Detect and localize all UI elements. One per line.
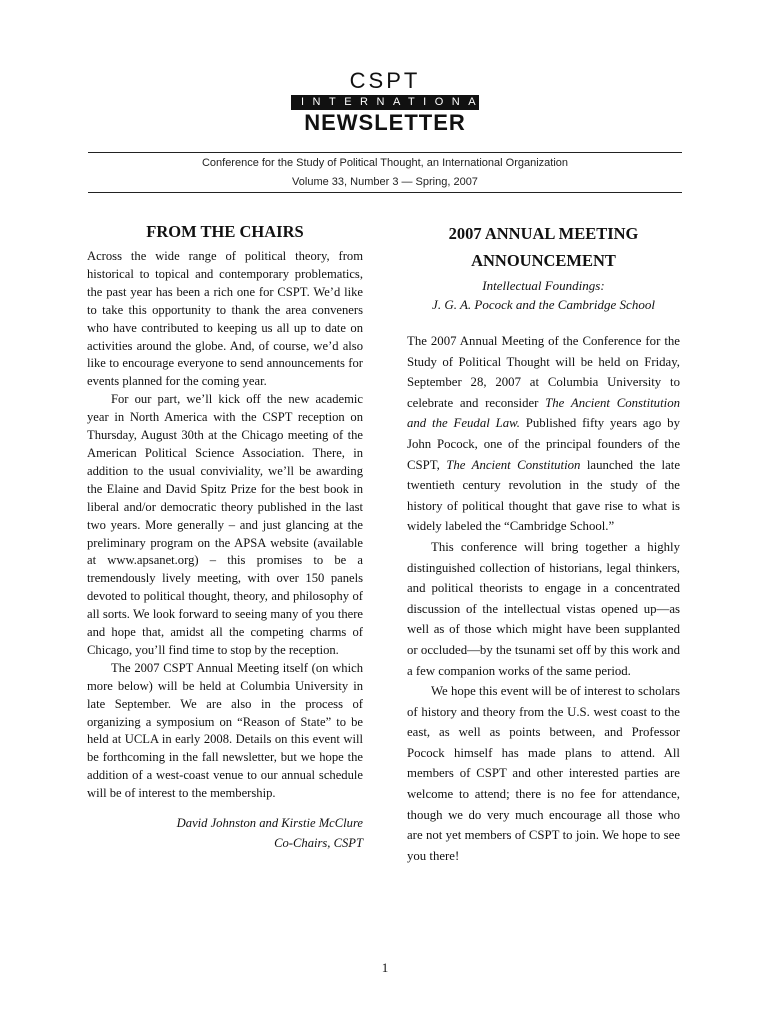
annual-meeting-column [407,220,680,866]
meeting-paragraph-1 [407,331,680,537]
meeting-subtitle-line-2: J. G. A. Pocock and the Cambridge School [432,297,655,312]
meeting-subtitle [407,276,680,314]
header-rule-bottom [88,192,682,193]
chairs-paragraph-3: The 2007 CSPT Annual Meeting itself (on which more below) will be held at Columbia University in late September. We are also in the process of organizing a symposium on “Reason of State” to be held at UCLA in early 2008. Details on this event will be forthcoming in the fall newsletter, but we hope the addition of a west-coast venue to our annual schedule will be of interest to the membership. [87,660,363,801]
book-title-ancient-constitution: The Ancient Constitution [446,457,581,472]
chairs-signature [87,813,363,853]
signature-title: Co-Chairs, CSPT [274,836,363,851]
from-the-chairs-column [87,220,363,853]
annual-meeting-title [407,220,680,274]
organization-line: Conference for the Study of Political Thought, an International Organization [201,157,569,169]
annual-meeting-title-line-2: ANNOUNCEMENT [471,251,616,270]
meeting-paragraph-2: This conference will bring together a highly distinguished collection of historians, legal thinkers, and political theorists to engage in a concentrated discussion of the intellectual vistas opened up—as well as of those which might have been supplanted or occluded—by the tsunami set off by this work and a few companion works of the same period. [407,539,680,678]
masthead-international-bar: INTERNATIONAL [291,95,479,110]
book-title-ancient-constitution-feudal-law: The Ancient Constitution and the Feudal Law. [407,395,680,431]
volume-line: Volume 33, Number 3 — Spring, 2007 [292,176,478,188]
chairs-paragraph-1: Across the wide range of political theory, from historical to topical and contemporary problematics, the past year has been a rich one for CSPT. We’d like to take this opportunity to thank the area conveners who have contributed to keeping us all up to date on activities around the globe. And, of course, we’d also like to encourage everyone to send announcements for events planned for the coming year. [87,249,363,389]
meeting-p1-text-b: Published fifty years ago by John Pocock, one of the principal founders of the CSPT, [407,416,680,472]
meeting-subtitle-line-1: Intellectual Foundings: [482,278,605,293]
meeting-paragraph-3: We hope this event will be of interest to scholars of history and theory from the U.S. west coast to the east, as well as points between, and Professor Pocock himself has made plans to attend. All members of CSPT and other interested parties are welcome to attend; there is no fee for attendance, though we do very much encourage all those who are not yet members of CSPT to join. We hope to see you there! [407,684,680,863]
meeting-p1-text-c: launched the late twentieth century revolution in the study of the history of political thought that gave rise to what is widely labeled the “Cambridge School.” [407,457,681,534]
masthead-newsletter: NEWSLETTER [304,110,466,135]
chairs-paragraph-2: For our part, we’ll kick off the new academic year in North America with the CSPT reception on Thursday, August 30th at the Chicago meeting of the American Political Science Association. There, in addition to the usual conviviality, we’ll be awarding the Elaine and David Spitz Prize for the best book in liberal and/or democratic theory published in the last two years. More generally – and just glancing at the preliminary program on the APSA website (available at www.apsanet.org) – this promises to be a tremendously lively meeting, with over 150 panels devoted to political thought, theory, and philosophy of all sorts. We look forward to seeing many of you there and hope that, amidst all the competing charms of Chicago, you’ll find time to stop by the reception. [87,392,363,657]
meeting-p1-text-a: The 2007 Annual Meeting of the Conference for the Study of Political Thought will be held on Friday, September 28, 2007 at Columbia University to celebrate and reconsider [407,334,680,410]
page-number: 1 [381,960,389,975]
masthead [0,70,770,136]
header-rule-top [88,152,682,153]
signature-names: David Johnston and Kirstie McClure [176,816,363,831]
annual-meeting-title-line-1: 2007 ANNUAL MEETING [448,224,639,243]
masthead-cspt: CSPT [349,68,421,93]
from-the-chairs-title: FROM THE CHAIRS [146,222,304,241]
